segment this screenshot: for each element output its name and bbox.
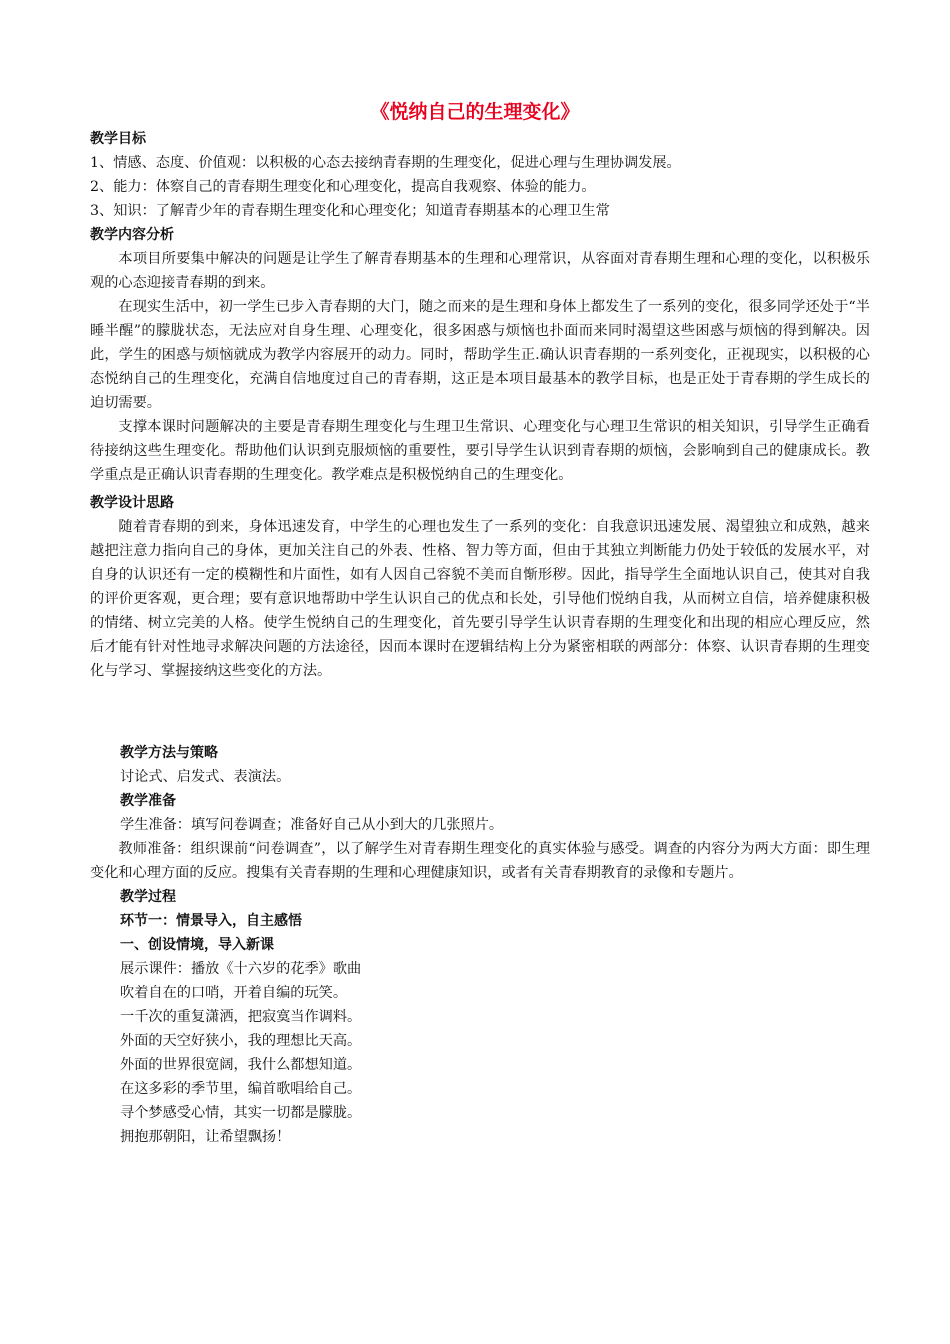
document-body <box>90 127 870 1149</box>
analysis-paragraph: 本项目所要集中解决的问题是让学生了解青春期基本的生理和心理常识，从容面对青春期生理和心理的变化，以积极乐观的心态迎接青春期的到来。 <box>90 251 870 291</box>
objective-item: 1、情感、态度、价值观：以积极的心态去接纳青春期的生理变化，促进心理与生理协调发展。 <box>90 155 681 171</box>
methods-text: 讨论式、启发式、表演法。 <box>120 769 291 785</box>
objectives-heading: 教学目标 <box>90 131 146 147</box>
lyric-line: 展示课件：播放《十六岁的花季》歌曲 <box>120 961 362 977</box>
lyric-line: 吹着自在的口哨，开着自编的玩笑。 <box>120 985 348 1001</box>
analysis-paragraph: 在现实生活中，初一学生已步入青春期的大门，随之而来的是生理和身体上都发生了一系列的变化，很多同学还处于“半睡半醒”的朦胧状态，无法应对自身生理、心理变化，很多困惑与烦恼也扑面而来同时渴望这些困惑与烦恼的得到解决。因此，学生的困惑与烦恼就成为教学内容展开的动力。同时，帮助学生正.确认识青春期的一系列变化，正视现实，以积极的心态悦纳自己的生理变化，充满自信地度过自己的青春期，这正是本项目最基本的教学目标，也是正处于青春期的学生成长的迫切需要。 <box>90 299 870 411</box>
prep-student: 学生准备：填写问卷调查；准备好自己从小到大的几张照片。 <box>120 817 504 833</box>
design-heading: 教学设计思路 <box>90 495 174 511</box>
analysis-heading: 教学内容分析 <box>90 227 174 243</box>
prep-teacher: 教师准备：组织课前“问卷调查”，以了解学生对青春期生理变化的真实体验与感受。调查的内容分为两大方面：即生理变化和心理方面的反应。搜集有关青春期的生理和心理健康知识，或者有关青春期教育的录像和专题片。 <box>90 841 870 881</box>
lyric-line: 在这多彩的季节里，编首歌唱给自己。 <box>120 1081 362 1097</box>
analysis-paragraph: 支撑本课时问题解决的主要是青春期生理变化与生理卫生常识、心理变化与心理卫生常识的相关知识，引导学生正确看待接纳这些生理变化。帮助他们认识到克服烦恼的重要性，要引导学生认识到青春期的烦恼，会影响到自己的健康成长。教学重点是正确认识青春期的生理变化。教学难点是积极悦纳自己的生理变化。 <box>90 419 870 483</box>
process-section-heading: 环节一：情景导入，自主感悟 <box>120 913 302 929</box>
lyric-line: 一千次的重复潇洒，把寂寞当作调料。 <box>120 1009 362 1025</box>
lyric-line: 外面的天空好狭小，我的理想比天高。 <box>120 1033 362 1049</box>
page-title: 《悦纳自己的生理变化》 <box>370 101 580 123</box>
process-heading: 教学过程 <box>120 889 176 905</box>
lyric-line: 寻个梦感受心情，其实一切都是朦胧。 <box>120 1105 362 1121</box>
lyric-line: 外面的世界很宽阔，我什么都想知道。 <box>120 1057 362 1073</box>
objective-item: 3、知识：了解青少年的青春期生理变化和心理变化；知道青春期基本的心理卫生常 <box>90 203 610 219</box>
lyric-line: 拥抱那朝阳，让希望飘扬！ <box>120 1129 291 1145</box>
prep-heading: 教学准备 <box>120 793 176 809</box>
methods-heading: 教学方法与策略 <box>120 745 218 761</box>
process-subsection-heading: 一、创设情境，导入新课 <box>120 937 274 953</box>
design-paragraph: 随着青春期的到来，身体迅速发育，中学生的心理也发生了一系列的变化：自我意识迅速发展、渴望独立和成熟，越来越把注意力指向自己的身体，更加关注自己的外表、性格、智力等方面，但由于其独立判断能力仍处于较低的发展水平，对自身的认识还有一定的模糊性和片面性，如有人因自己容貌不美而自惭形秽。因此，指导学生全面地认识自己，使其对自我的评价更客观，更合理；要有意识地帮助中学生认识自己的优点和长处，引导他们悦纳自我，从而树立自信，培养健康积极的情绪、树立完美的人格。使学生悦纳自己的生理变化，首先要引导学生认识青春期的生理变化和出现的相应心理反应，然后才能有针对性地寻求解决问题的方法途径，因而本课时在逻辑结构上分为紧密相联的两部分：体察、认识青春期的生理变化与学习、掌握接纳这些变化的方法。 <box>90 519 870 679</box>
objective-item: 2、能力：体察自己的青春期生理变化和心理变化，提高自我观察、体验的能力。 <box>90 179 596 195</box>
